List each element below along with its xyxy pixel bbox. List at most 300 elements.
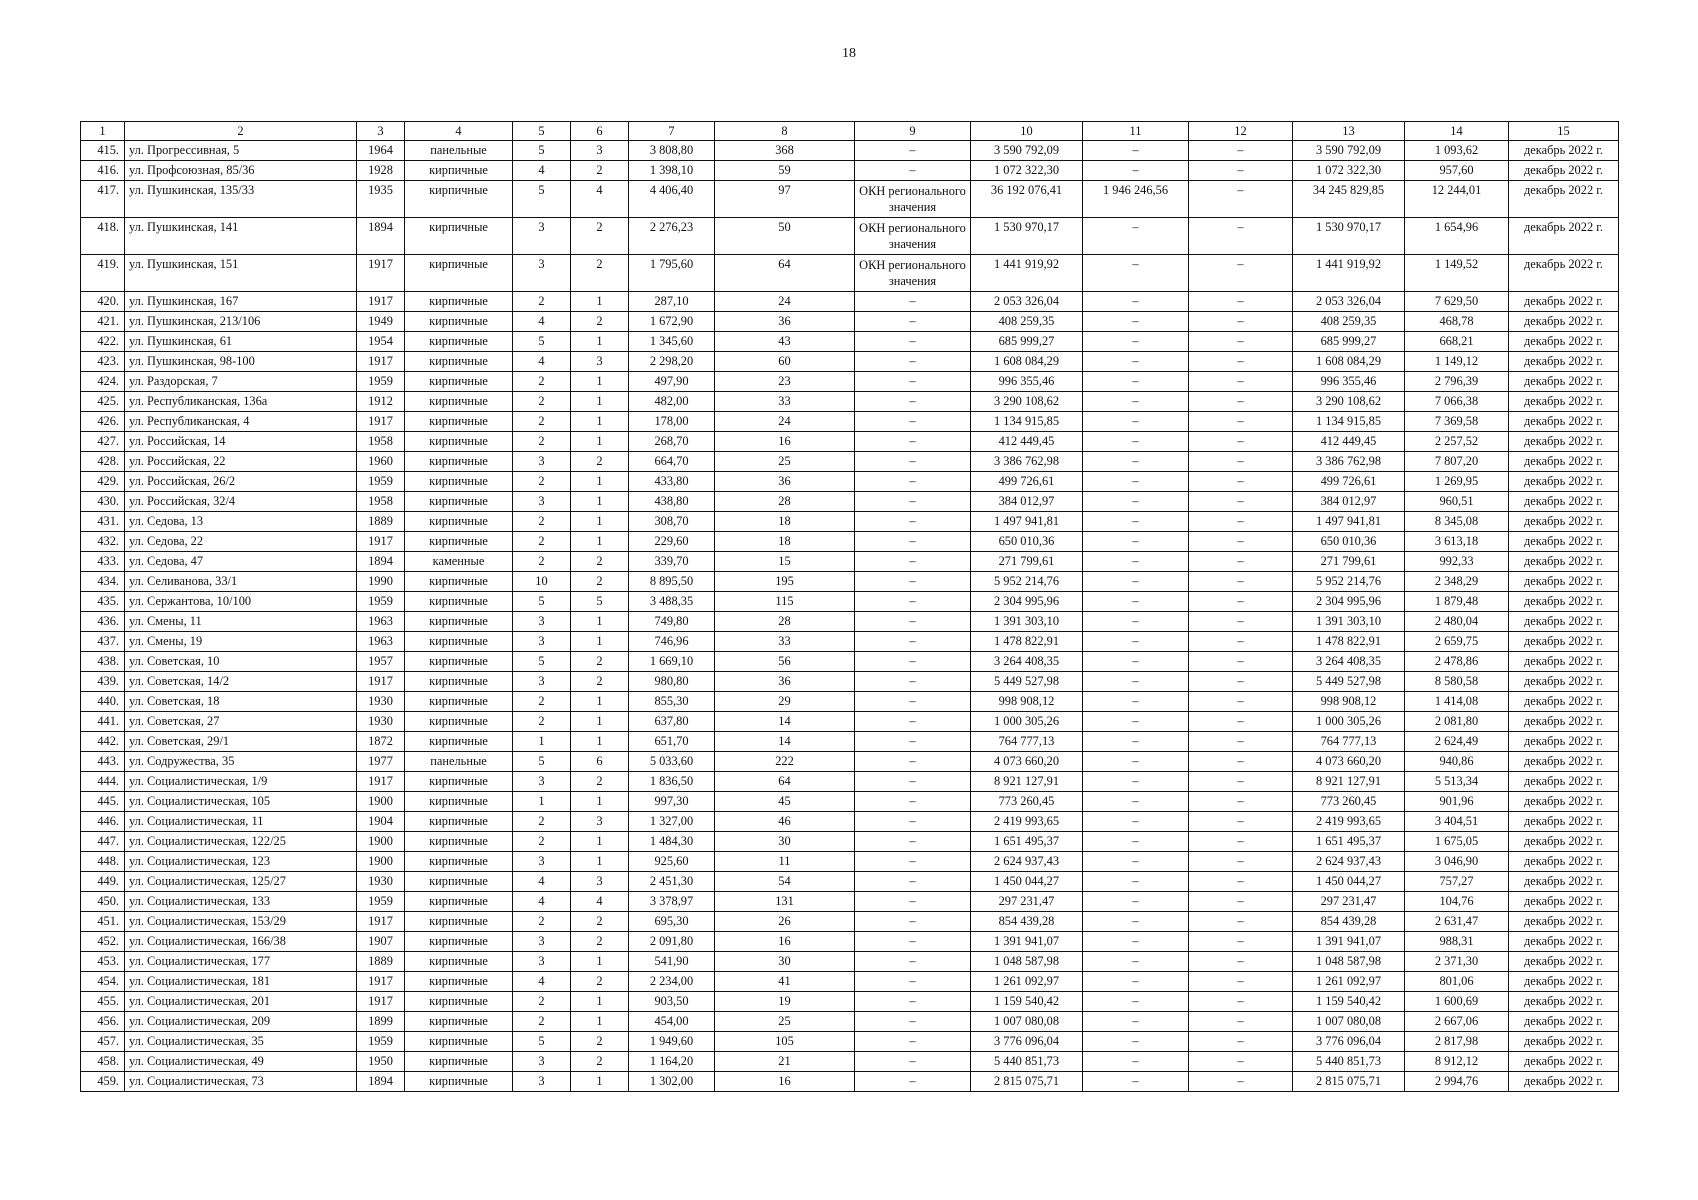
cell-other-cost: –	[1189, 532, 1293, 552]
cell-cost-per-sqm: 2 371,30	[1405, 952, 1509, 972]
cell-residents: 16	[715, 932, 855, 952]
cell-other-cost: –	[1189, 892, 1293, 912]
table-row	[81, 255, 1619, 292]
cell-entrances: 1	[571, 1012, 629, 1032]
cell-residents: 46	[715, 812, 855, 832]
cell-entrances: 1	[571, 712, 629, 732]
cell-entrances: 2	[571, 452, 629, 472]
cell-total-cost: 2 419 993,65	[971, 812, 1083, 832]
cell-deadline: декабрь 2022 г.	[1509, 372, 1619, 392]
cell-residents: 24	[715, 292, 855, 312]
cell-status: ОКН регионального значения	[855, 218, 971, 255]
cell-num: 421.	[81, 312, 125, 332]
cell-year: 1900	[357, 832, 405, 852]
cell-total-cost: 3 290 108,62	[971, 392, 1083, 412]
cell-floors: 3	[513, 772, 571, 792]
cell-total-cost: 2 053 326,04	[971, 292, 1083, 312]
cell-entrances: 2	[571, 255, 629, 292]
cell-residents: 131	[715, 892, 855, 912]
cell-deadline: декабрь 2022 г.	[1509, 932, 1619, 952]
cell-num: 439.	[81, 672, 125, 692]
cell-address: ул. Седова, 47	[125, 552, 357, 572]
table-row	[81, 1012, 1619, 1032]
cell-area: 3 488,35	[629, 592, 715, 612]
cell-floors: 3	[513, 1072, 571, 1092]
cell-total-cost: 412 449,45	[971, 432, 1083, 452]
cell-residents: 33	[715, 632, 855, 652]
cell-fund-cost: –	[1083, 141, 1189, 161]
cell-year: 1904	[357, 812, 405, 832]
cell-entrances: 1	[571, 732, 629, 752]
cell-fund-cost: –	[1083, 752, 1189, 772]
cell-residents: 25	[715, 452, 855, 472]
cell-total-cost: 650 010,36	[971, 532, 1083, 552]
cell-other-cost: –	[1189, 312, 1293, 332]
cell-status: –	[855, 372, 971, 392]
cell-balance: 650 010,36	[1293, 532, 1405, 552]
cell-residents: 18	[715, 512, 855, 532]
table-row	[81, 452, 1619, 472]
cell-fund-cost: –	[1083, 372, 1189, 392]
cell-cost-per-sqm: 2 631,47	[1405, 912, 1509, 932]
cell-year: 1963	[357, 612, 405, 632]
cell-residents: 24	[715, 412, 855, 432]
cell-cost-per-sqm: 940,86	[1405, 752, 1509, 772]
cell-balance: 1 391 941,07	[1293, 932, 1405, 952]
cell-status: –	[855, 1012, 971, 1032]
cell-material: кирпичные	[405, 292, 513, 312]
cell-address: ул. Профсоюзная, 85/36	[125, 161, 357, 181]
cell-total-cost: 4 073 660,20	[971, 752, 1083, 772]
cell-other-cost: –	[1189, 452, 1293, 472]
cell-material: кирпичные	[405, 1072, 513, 1092]
cell-fund-cost: –	[1083, 652, 1189, 672]
cell-balance: 2 815 075,71	[1293, 1072, 1405, 1092]
cell-deadline: декабрь 2022 г.	[1509, 712, 1619, 732]
cell-cost-per-sqm: 2 478,86	[1405, 652, 1509, 672]
cell-cost-per-sqm: 7 369,58	[1405, 412, 1509, 432]
table-row	[81, 218, 1619, 255]
cell-cost-per-sqm: 1 600,69	[1405, 992, 1509, 1012]
page-number: 18	[842, 46, 856, 61]
cell-fund-cost: –	[1083, 412, 1189, 432]
cell-other-cost: –	[1189, 392, 1293, 412]
table-row	[81, 1052, 1619, 1072]
cell-other-cost: –	[1189, 792, 1293, 812]
cell-fund-cost: –	[1083, 161, 1189, 181]
cell-year: 1930	[357, 692, 405, 712]
cell-address: ул. Смены, 11	[125, 612, 357, 632]
table-body	[81, 122, 1619, 1092]
cell-area: 664,70	[629, 452, 715, 472]
table-row	[81, 592, 1619, 612]
cell-entrances: 2	[571, 932, 629, 952]
cell-floors: 2	[513, 692, 571, 712]
cell-year: 1894	[357, 218, 405, 255]
cell-area: 1 345,60	[629, 332, 715, 352]
cell-balance: 1 261 092,97	[1293, 972, 1405, 992]
table-row	[81, 292, 1619, 312]
cell-material: кирпичные	[405, 1032, 513, 1052]
cell-entrances: 4	[571, 181, 629, 218]
cell-cost-per-sqm: 988,31	[1405, 932, 1509, 952]
cell-num: 458.	[81, 1052, 125, 1072]
cell-deadline: декабрь 2022 г.	[1509, 181, 1619, 218]
cell-deadline: декабрь 2022 г.	[1509, 1052, 1619, 1072]
cell-address: ул. Российская, 32/4	[125, 492, 357, 512]
cell-address: ул. Пушкинская, 141	[125, 218, 357, 255]
cell-other-cost: –	[1189, 912, 1293, 932]
table-row	[81, 552, 1619, 572]
cell-area: 497,90	[629, 372, 715, 392]
cell-area: 925,60	[629, 852, 715, 872]
cell-material: кирпичные	[405, 161, 513, 181]
cell-fund-cost: –	[1083, 892, 1189, 912]
cell-entrances: 2	[571, 972, 629, 992]
cell-total-cost: 1 497 941,81	[971, 512, 1083, 532]
cell-fund-cost: –	[1083, 352, 1189, 372]
cell-cost-per-sqm: 1 149,52	[1405, 255, 1509, 292]
cell-num: 424.	[81, 372, 125, 392]
cell-residents: 36	[715, 312, 855, 332]
cell-total-cost: 1 072 322,30	[971, 161, 1083, 181]
cell-fund-cost: –	[1083, 872, 1189, 892]
cell-total-cost: 1 478 822,91	[971, 632, 1083, 652]
cell-entrances: 5	[571, 592, 629, 612]
cell-fund-cost: –	[1083, 772, 1189, 792]
cell-balance: 1 072 322,30	[1293, 161, 1405, 181]
cell-floors: 2	[513, 812, 571, 832]
cell-deadline: декабрь 2022 г.	[1509, 652, 1619, 672]
cell-entrances: 2	[571, 772, 629, 792]
cell-residents: 11	[715, 852, 855, 872]
cell-entrances: 2	[571, 218, 629, 255]
cell-floors: 5	[513, 1032, 571, 1052]
cell-year: 1959	[357, 372, 405, 392]
cell-deadline: декабрь 2022 г.	[1509, 892, 1619, 912]
cell-num: 437.	[81, 632, 125, 652]
cell-address: ул. Социалистическая, 122/25	[125, 832, 357, 852]
cell-address: ул. Социалистическая, 201	[125, 992, 357, 1012]
cell-balance: 271 799,61	[1293, 552, 1405, 572]
cell-area: 2 451,30	[629, 872, 715, 892]
cell-material: панельные	[405, 141, 513, 161]
cell-material: кирпичные	[405, 255, 513, 292]
cell-floors: 3	[513, 218, 571, 255]
cell-area: 8 895,50	[629, 572, 715, 592]
cell-area: 2 298,20	[629, 352, 715, 372]
cell-other-cost: –	[1189, 572, 1293, 592]
table-row	[81, 572, 1619, 592]
cell-residents: 222	[715, 752, 855, 772]
cell-num: 438.	[81, 652, 125, 672]
table-row	[81, 952, 1619, 972]
cell-material: кирпичные	[405, 412, 513, 432]
cell-other-cost: –	[1189, 352, 1293, 372]
cell-num: 443.	[81, 752, 125, 772]
table-row	[81, 512, 1619, 532]
cell-status: –	[855, 972, 971, 992]
cell-status: –	[855, 512, 971, 532]
cell-area: 541,90	[629, 952, 715, 972]
cell-total-cost: 5 440 851,73	[971, 1052, 1083, 1072]
cell-balance: 34 245 829,85	[1293, 181, 1405, 218]
cell-status: –	[855, 1032, 971, 1052]
cell-area: 1 164,20	[629, 1052, 715, 1072]
cell-balance: 854 439,28	[1293, 912, 1405, 932]
cell-deadline: декабрь 2022 г.	[1509, 452, 1619, 472]
cell-residents: 36	[715, 472, 855, 492]
cell-material: кирпичные	[405, 652, 513, 672]
cell-area: 2 091,80	[629, 932, 715, 952]
cell-status: –	[855, 892, 971, 912]
cell-floors: 5	[513, 141, 571, 161]
cell-material: кирпичные	[405, 852, 513, 872]
cell-total-cost: 5 449 527,98	[971, 672, 1083, 692]
cell-entrances: 2	[571, 312, 629, 332]
cell-fund-cost: –	[1083, 612, 1189, 632]
cell-num: 423.	[81, 352, 125, 372]
cell-balance: 1 007 080,08	[1293, 1012, 1405, 1032]
cell-floors: 3	[513, 852, 571, 872]
cell-material: кирпичные	[405, 592, 513, 612]
cell-status: –	[855, 752, 971, 772]
cell-residents: 18	[715, 532, 855, 552]
cell-balance: 2 053 326,04	[1293, 292, 1405, 312]
cell-balance: 1 478 822,91	[1293, 632, 1405, 652]
cell-floors: 2	[513, 832, 571, 852]
cell-area: 438,80	[629, 492, 715, 512]
cell-balance: 408 259,35	[1293, 312, 1405, 332]
registry-table	[80, 121, 1619, 1092]
cell-status: –	[855, 812, 971, 832]
cell-residents: 21	[715, 1052, 855, 1072]
cell-total-cost: 773 260,45	[971, 792, 1083, 812]
cell-area: 482,00	[629, 392, 715, 412]
cell-num: 445.	[81, 792, 125, 812]
cell-year: 1959	[357, 472, 405, 492]
cell-cost-per-sqm: 992,33	[1405, 552, 1509, 572]
cell-year: 1900	[357, 852, 405, 872]
cell-fund-cost: –	[1083, 532, 1189, 552]
cell-material: кирпичные	[405, 772, 513, 792]
column-header-3: 3	[357, 122, 405, 141]
cell-other-cost: –	[1189, 632, 1293, 652]
cell-entrances: 1	[571, 512, 629, 532]
cell-year: 1917	[357, 532, 405, 552]
cell-balance: 1 497 941,81	[1293, 512, 1405, 532]
cell-other-cost: –	[1189, 161, 1293, 181]
cell-area: 746,96	[629, 632, 715, 652]
cell-status: –	[855, 492, 971, 512]
cell-entrances: 1	[571, 792, 629, 812]
cell-status: –	[855, 1052, 971, 1072]
cell-residents: 64	[715, 255, 855, 292]
cell-year: 1917	[357, 772, 405, 792]
cell-cost-per-sqm: 668,21	[1405, 332, 1509, 352]
cell-total-cost: 1 651 495,37	[971, 832, 1083, 852]
cell-total-cost: 499 726,61	[971, 472, 1083, 492]
cell-year: 1977	[357, 752, 405, 772]
cell-num: 433.	[81, 552, 125, 572]
cell-area: 903,50	[629, 992, 715, 1012]
cell-status: ОКН регионального значения	[855, 181, 971, 218]
cell-total-cost: 3 776 096,04	[971, 1032, 1083, 1052]
cell-num: 451.	[81, 912, 125, 932]
cell-total-cost: 384 012,97	[971, 492, 1083, 512]
cell-total-cost: 2 304 995,96	[971, 592, 1083, 612]
cell-address: ул. Социалистическая, 105	[125, 792, 357, 812]
table-row	[81, 972, 1619, 992]
cell-fund-cost: –	[1083, 692, 1189, 712]
cell-entrances: 6	[571, 752, 629, 772]
cell-entrances: 3	[571, 352, 629, 372]
cell-status: –	[855, 412, 971, 432]
cell-other-cost: –	[1189, 1012, 1293, 1032]
cell-total-cost: 36 192 076,41	[971, 181, 1083, 218]
table-row	[81, 752, 1619, 772]
column-header-11: 11	[1083, 122, 1189, 141]
cell-address: ул. Социалистическая, 11	[125, 812, 357, 832]
cell-residents: 15	[715, 552, 855, 572]
cell-address: ул. Сержантова, 10/100	[125, 592, 357, 612]
cell-num: 444.	[81, 772, 125, 792]
cell-floors: 3	[513, 1052, 571, 1072]
cell-fund-cost: –	[1083, 432, 1189, 452]
cell-balance: 3 776 096,04	[1293, 1032, 1405, 1052]
cell-floors: 5	[513, 752, 571, 772]
cell-residents: 28	[715, 492, 855, 512]
cell-floors: 3	[513, 632, 571, 652]
cell-year: 1917	[357, 352, 405, 372]
cell-cost-per-sqm: 2 667,06	[1405, 1012, 1509, 1032]
header-row	[81, 122, 1619, 141]
cell-material: кирпичные	[405, 992, 513, 1012]
cell-area: 5 033,60	[629, 752, 715, 772]
cell-address: ул. Седова, 13	[125, 512, 357, 532]
cell-num: 446.	[81, 812, 125, 832]
cell-floors: 5	[513, 181, 571, 218]
cell-entrances: 2	[571, 1032, 629, 1052]
cell-area: 268,70	[629, 432, 715, 452]
cell-total-cost: 3 386 762,98	[971, 452, 1083, 472]
table-row	[81, 1072, 1619, 1092]
cell-area: 855,30	[629, 692, 715, 712]
cell-deadline: декабрь 2022 г.	[1509, 672, 1619, 692]
cell-other-cost: –	[1189, 512, 1293, 532]
column-header-8: 8	[715, 122, 855, 141]
cell-num: 455.	[81, 992, 125, 1012]
cell-floors: 3	[513, 672, 571, 692]
cell-deadline: декабрь 2022 г.	[1509, 772, 1619, 792]
cell-deadline: декабрь 2022 г.	[1509, 992, 1619, 1012]
cell-other-cost: –	[1189, 181, 1293, 218]
cell-status: –	[855, 532, 971, 552]
cell-other-cost: –	[1189, 872, 1293, 892]
cell-cost-per-sqm: 801,06	[1405, 972, 1509, 992]
cell-entrances: 2	[571, 161, 629, 181]
cell-material: кирпичные	[405, 312, 513, 332]
table-row	[81, 792, 1619, 812]
cell-num: 431.	[81, 512, 125, 532]
cell-cost-per-sqm: 2 796,39	[1405, 372, 1509, 392]
cell-fund-cost: –	[1083, 452, 1189, 472]
cell-fund-cost: –	[1083, 1012, 1189, 1032]
cell-status: –	[855, 912, 971, 932]
cell-year: 1872	[357, 732, 405, 752]
cell-num: 440.	[81, 692, 125, 712]
cell-fund-cost: –	[1083, 932, 1189, 952]
cell-cost-per-sqm: 957,60	[1405, 161, 1509, 181]
cell-fund-cost: –	[1083, 512, 1189, 532]
cell-other-cost: –	[1189, 832, 1293, 852]
cell-status: –	[855, 592, 971, 612]
cell-area: 1 795,60	[629, 255, 715, 292]
cell-material: кирпичные	[405, 472, 513, 492]
table-row	[81, 712, 1619, 732]
cell-num: 415.	[81, 141, 125, 161]
cell-status: –	[855, 992, 971, 1012]
cell-area: 1 302,00	[629, 1072, 715, 1092]
table-row	[81, 352, 1619, 372]
cell-area: 1 672,90	[629, 312, 715, 332]
cell-entrances: 2	[571, 672, 629, 692]
cell-other-cost: –	[1189, 972, 1293, 992]
cell-deadline: декабрь 2022 г.	[1509, 912, 1619, 932]
cell-address: ул. Социалистическая, 35	[125, 1032, 357, 1052]
cell-fund-cost: –	[1083, 1032, 1189, 1052]
cell-total-cost: 764 777,13	[971, 732, 1083, 752]
cell-area: 178,00	[629, 412, 715, 432]
cell-cost-per-sqm: 5 513,34	[1405, 772, 1509, 792]
cell-deadline: декабрь 2022 г.	[1509, 612, 1619, 632]
cell-material: панельные	[405, 752, 513, 772]
cell-material: кирпичные	[405, 352, 513, 372]
cell-other-cost: –	[1189, 592, 1293, 612]
cell-num: 449.	[81, 872, 125, 892]
cell-fund-cost: –	[1083, 972, 1189, 992]
cell-cost-per-sqm: 8 580,58	[1405, 672, 1509, 692]
cell-residents: 19	[715, 992, 855, 1012]
cell-entrances: 2	[571, 652, 629, 672]
cell-cost-per-sqm: 7 629,50	[1405, 292, 1509, 312]
cell-other-cost: –	[1189, 492, 1293, 512]
cell-entrances: 2	[571, 1052, 629, 1072]
cell-balance: 764 777,13	[1293, 732, 1405, 752]
cell-entrances: 4	[571, 892, 629, 912]
cell-balance: 1 530 970,17	[1293, 218, 1405, 255]
cell-cost-per-sqm: 2 081,80	[1405, 712, 1509, 732]
column-header-9: 9	[855, 122, 971, 141]
cell-status: –	[855, 552, 971, 572]
cell-balance: 4 073 660,20	[1293, 752, 1405, 772]
cell-year: 1990	[357, 572, 405, 592]
cell-status: –	[855, 141, 971, 161]
cell-cost-per-sqm: 1 093,62	[1405, 141, 1509, 161]
cell-material: кирпичные	[405, 912, 513, 932]
cell-status: –	[855, 692, 971, 712]
cell-entrances: 1	[571, 612, 629, 632]
cell-deadline: декабрь 2022 г.	[1509, 1012, 1619, 1032]
cell-fund-cost: –	[1083, 255, 1189, 292]
cell-cost-per-sqm: 3 046,90	[1405, 852, 1509, 872]
cell-entrances: 1	[571, 832, 629, 852]
cell-balance: 1 134 915,85	[1293, 412, 1405, 432]
cell-floors: 1	[513, 792, 571, 812]
cell-year: 1917	[357, 255, 405, 292]
cell-cost-per-sqm: 104,76	[1405, 892, 1509, 912]
cell-floors: 1	[513, 732, 571, 752]
